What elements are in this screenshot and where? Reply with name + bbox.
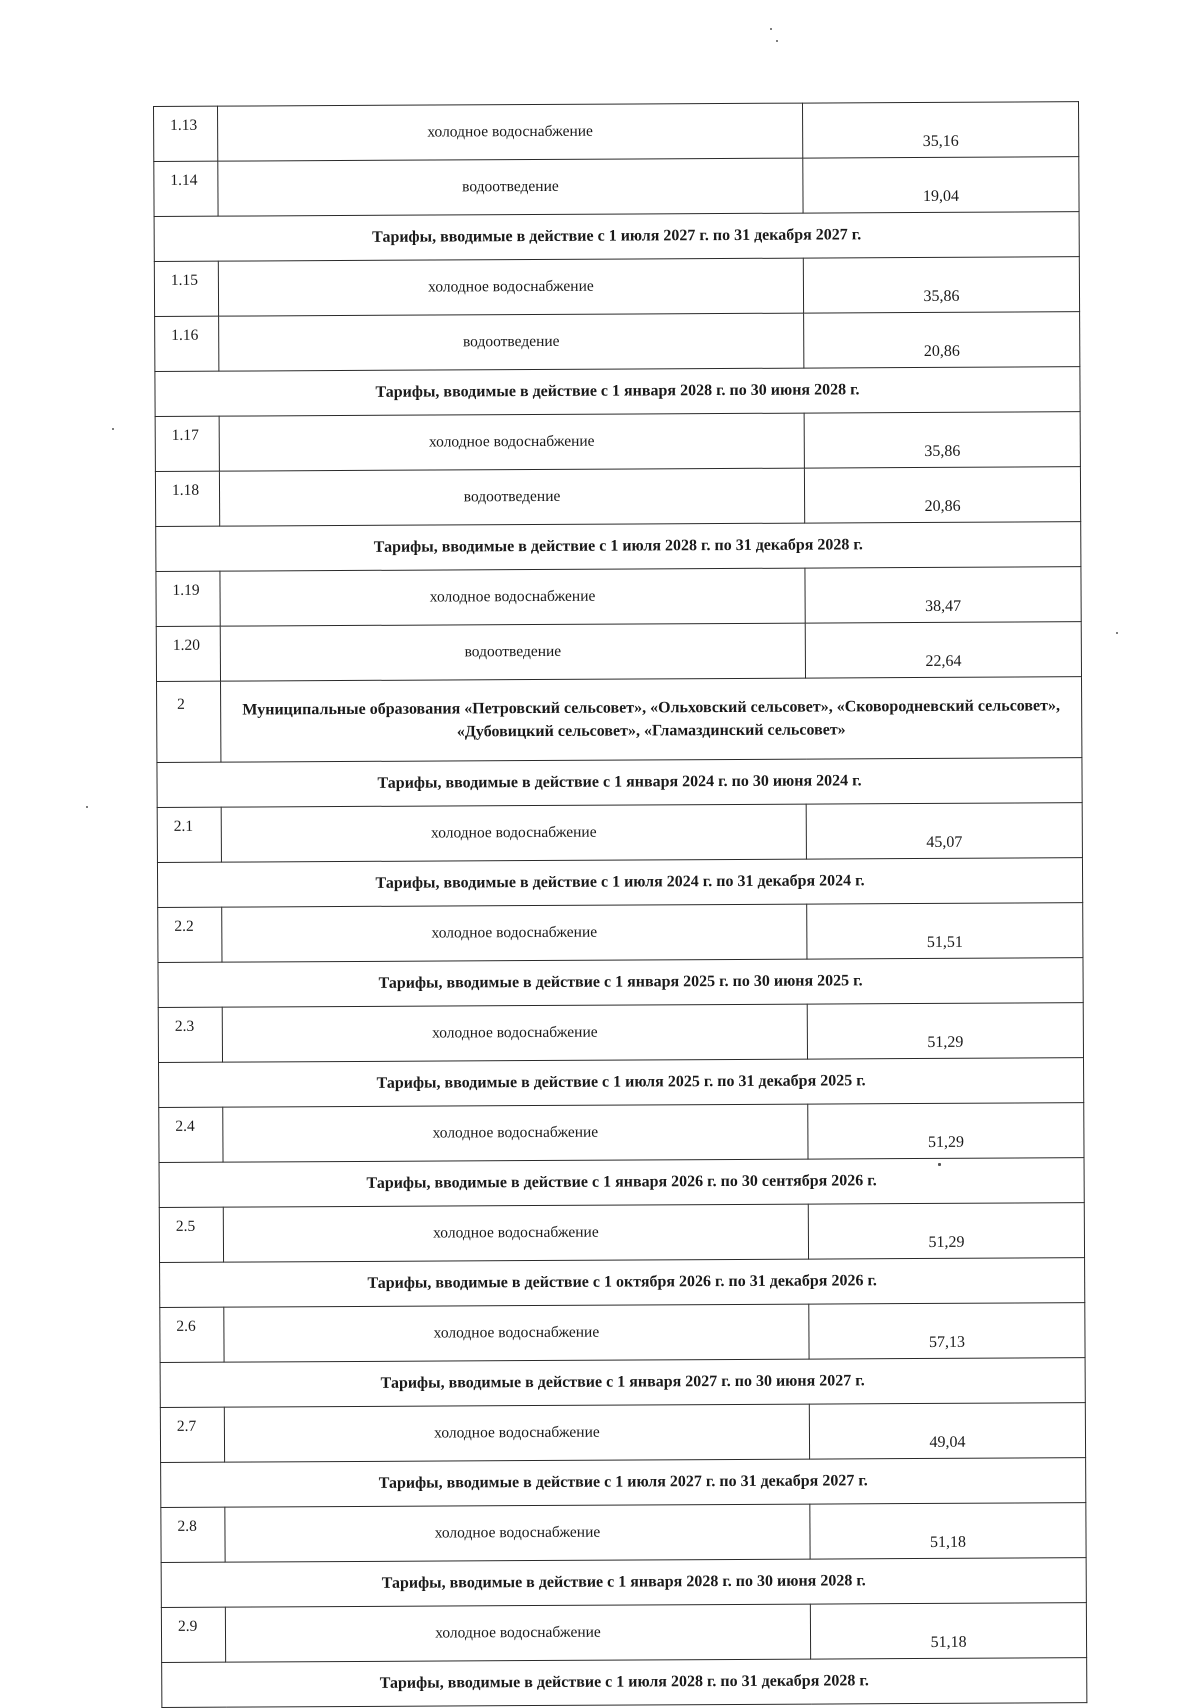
row-number: 1.16: [155, 316, 219, 371]
tariff-value: 51,18: [810, 1603, 1086, 1659]
period-header-row: [155, 367, 1080, 417]
section-number: 2: [157, 681, 221, 762]
period-header: Тарифы, вводимые в действие с 1 июля 2028 г. по 31 декабря 2028 г.: [162, 1658, 1087, 1708]
row-number: 2.5: [159, 1207, 223, 1262]
tariff-value: 35,16: [802, 102, 1078, 158]
row-number: 1.15: [154, 261, 218, 316]
service-name: холодное водоснабжение: [224, 1404, 809, 1462]
period-header-row: [161, 1458, 1086, 1508]
table-row: [161, 1603, 1086, 1663]
period-header: Тарифы, вводимые в действие с 1 июля 2024 г. по 31 декабря 2024 г.: [157, 858, 1082, 908]
table-row: [160, 1403, 1085, 1463]
row-number: 1.13: [154, 106, 218, 161]
period-header-row: [157, 758, 1082, 808]
municipality-names: Муниципальные образования «Петровский сельсовет», «Ольховский сельсовет», «Сковородневский сельсовет», «Дубовицкий сельсовет», «Гламаздинский сельсовет»: [221, 677, 1082, 763]
table-row: [154, 157, 1079, 217]
tariff-value: 51,29: [807, 1003, 1083, 1059]
period-header-row: [156, 522, 1081, 572]
row-number: 2.9: [161, 1607, 225, 1662]
row-number: 2.6: [160, 1307, 224, 1362]
tariff-table-body: [154, 102, 1087, 1708]
row-number: 1.18: [155, 471, 219, 526]
period-header-row: [162, 1658, 1087, 1708]
table-row: [161, 1503, 1086, 1563]
period-header-row: [154, 212, 1079, 262]
period-header-row: [161, 1558, 1086, 1608]
tariff-value: 38,47: [805, 567, 1081, 623]
table-row: [154, 102, 1079, 162]
table-row: [155, 412, 1080, 472]
tariff-value: 45,07: [806, 803, 1082, 859]
period-header: Тарифы, вводимые в действие с 1 июля 2027 г. по 31 декабря 2027 г.: [154, 212, 1079, 262]
service-name: холодное водоснабжение: [222, 1004, 807, 1062]
period-header: Тарифы, вводимые в действие с 1 января 2026 г. по 30 сентября 2026 г.: [159, 1158, 1084, 1208]
tariff-value: 22,64: [805, 622, 1081, 678]
table-row: [159, 1203, 1084, 1263]
tariff-value: 51,29: [808, 1103, 1084, 1159]
period-header-row: [160, 1258, 1085, 1308]
table-row: [156, 622, 1081, 682]
service-name: холодное водоснабжение: [223, 1104, 808, 1162]
row-number: 2.2: [158, 907, 222, 962]
service-name: холодное водоснабжение: [221, 804, 806, 862]
tariff-table: [153, 101, 1087, 1708]
period-header-row: [159, 1158, 1084, 1208]
row-number: 2.1: [157, 807, 221, 862]
tariff-value: 35,86: [804, 412, 1080, 468]
tariff-value: 20,86: [804, 312, 1080, 368]
service-name: холодное водоснабжение: [222, 904, 807, 962]
row-number: 1.17: [155, 416, 219, 471]
period-header: Тарифы, вводимые в действие с 1 января 2024 г. по 30 июня 2024 г.: [157, 758, 1082, 808]
period-header-row: [157, 858, 1082, 908]
table-row: [157, 803, 1082, 863]
service-name: водоотведение: [218, 158, 803, 216]
service-name: водоотведение: [219, 468, 804, 526]
row-number: 1.19: [156, 571, 220, 626]
period-header: Тарифы, вводимые в действие с 1 января 2025 г. по 30 июня 2025 г.: [158, 958, 1083, 1008]
period-header-row: [159, 1058, 1084, 1108]
row-number: 2.3: [158, 1007, 222, 1062]
table-row: [155, 467, 1080, 527]
period-header: Тарифы, вводимые в действие с 1 января 2027 г. по 30 июня 2027 г.: [160, 1358, 1085, 1408]
tariff-value: 20,86: [804, 467, 1080, 523]
period-header: Тарифы, вводимые в действие с 1 января 2028 г. по 30 июня 2028 г.: [161, 1558, 1086, 1608]
service-name: холодное водоснабжение: [218, 258, 803, 316]
period-header: Тарифы, вводимые в действие с 1 октября 2026 г. по 31 декабря 2026 г.: [160, 1258, 1085, 1308]
row-number: 1.20: [156, 626, 220, 681]
table-row: [160, 1303, 1085, 1363]
tariff-value: 51,51: [807, 903, 1083, 959]
period-header: Тарифы, вводимые в действие с 1 июля 2028 г. по 31 декабря 2028 г.: [156, 522, 1081, 572]
tariff-value: 51,29: [808, 1203, 1084, 1259]
period-header: Тарифы, вводимые в действие с 1 июля 2027 г. по 31 декабря 2027 г.: [161, 1458, 1086, 1508]
period-header-row: [160, 1358, 1085, 1408]
service-name: холодное водоснабжение: [223, 1204, 808, 1262]
period-header-row: [158, 958, 1083, 1008]
service-name: холодное водоснабжение: [218, 103, 803, 161]
table-row: [154, 257, 1079, 317]
table-row: [155, 312, 1080, 372]
row-number: 2.8: [161, 1507, 225, 1562]
table-row: [156, 567, 1081, 627]
period-header: Тарифы, вводимые в действие с 1 июля 2025 г. по 31 декабря 2025 г.: [159, 1058, 1084, 1108]
municipality-row: [157, 677, 1082, 763]
service-name: холодное водоснабжение: [225, 1504, 810, 1562]
service-name: холодное водоснабжение: [219, 413, 804, 471]
table-row: [159, 1103, 1084, 1163]
tariff-value: 49,04: [809, 1403, 1085, 1459]
period-header: Тарифы, вводимые в действие с 1 января 2028 г. по 30 июня 2028 г.: [155, 367, 1080, 417]
service-name: водоотведение: [219, 313, 804, 371]
row-number: 1.14: [154, 161, 218, 216]
row-number: 2.7: [160, 1407, 224, 1462]
service-name: холодное водоснабжение: [224, 1304, 809, 1362]
service-name: водоотведение: [220, 623, 805, 681]
row-number: 2.4: [159, 1107, 223, 1162]
tariff-value: 51,18: [810, 1503, 1086, 1559]
tariff-value: 19,04: [803, 157, 1079, 213]
table-row: [158, 1003, 1083, 1063]
service-name: холодное водоснабжение: [220, 568, 805, 626]
tariff-value: 57,13: [809, 1303, 1085, 1359]
tariff-table-container: [153, 101, 1086, 1708]
service-name: холодное водоснабжение: [225, 1604, 810, 1662]
table-row: [158, 903, 1083, 963]
tariff-value: 35,86: [803, 257, 1079, 313]
